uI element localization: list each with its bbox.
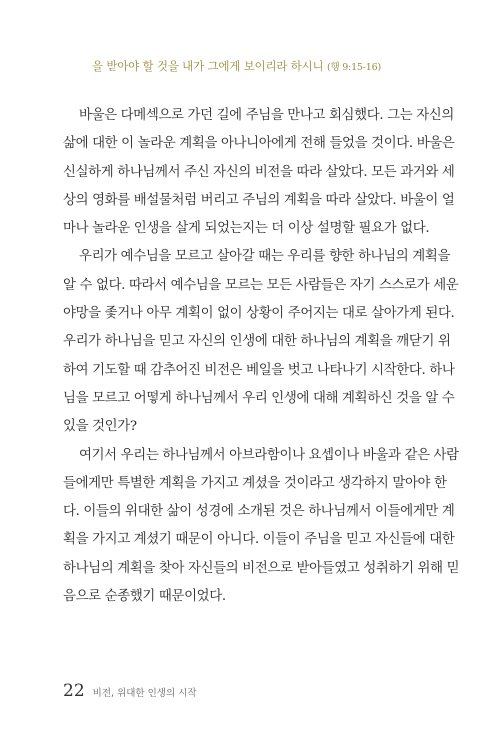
text-line: 우리가 하나님을 믿고 자신의 인생에 대한 하나님의 계획을 깨닫기 위	[63, 334, 451, 350]
text-line: 여기서 우리는 하나님께서 아브라함이나 요셉이나 바울과 같은 사람	[79, 447, 459, 463]
text-line: 음으로 순종했기 때문이었다.	[63, 589, 226, 605]
text-line: 님을 모르고 어떻게 하나님께서 우리 인생에 대해 계획하신 것을 알 수	[63, 390, 455, 406]
text-line: 하여 기도할 때 감추어진 비전은 베일을 벗고 나타나기 시작한다. 하나	[63, 362, 455, 378]
text-line: 획을 가지고 계셨기 때문이 아니다. 이들이 주님을 믿고 자신들에 대한	[63, 532, 455, 548]
text-line: 마나 놀라운 인생을 살게 되었는지는 더 이상 설명할 필요가 없다.	[63, 221, 430, 237]
text-line: 있을 것인가?	[63, 419, 137, 435]
text-line: 하나님의 계획을 찾아 자신들의 비전으로 받아들였고 성취하기 위해 믿	[63, 560, 460, 576]
paragraph-3	[63, 442, 460, 612]
text-line: 신실하게 하나님께서 주신 자신의 비전을 따라 살았다. 모든 과거와 세	[63, 164, 455, 180]
text-line: 바울은 다메섹으로 가던 길에 주님을 만나고 회심했다. 그는 자신의	[79, 108, 454, 123]
page-footer	[63, 681, 197, 701]
quote-reference: (행 9:15-16)	[326, 62, 381, 73]
quote-text: 을 받아야 할 것을 내가 그에게 보이리라 하시니	[92, 59, 324, 73]
text-line: 들에게만 특별한 계획을 가지고 계셨을 것이라고 생각하지 말아야 한	[63, 475, 447, 491]
paragraph-2	[63, 243, 459, 441]
epigraph-quote	[92, 58, 452, 74]
text-line: 야망을 좇거나 아무 계획이 없이 상황이 주어지는 대로 살아가게 된다.	[63, 306, 455, 322]
paragraph-1	[63, 102, 455, 243]
body-text	[63, 102, 460, 611]
text-line: 상의 영화를 배설물처럼 버리고 주님의 계획을 따라 살았다. 바울이 얼	[63, 192, 455, 208]
text-line: 삶에 대한 이 놀라운 계획을 아나니아에게 전해 들었을 것이다. 바울은	[63, 136, 455, 152]
text-line: 우리가 예수님을 모르고 살아갈 때는 우리를 향한 하나님의 계획을	[79, 249, 451, 265]
running-title: 비전, 위대한 인생의 시작	[92, 688, 197, 699]
page-number: 22	[63, 681, 85, 701]
text-line: 다. 이들의 위대한 삶이 성경에 소개된 것은 하나님께서 이들에게만 계	[63, 504, 455, 520]
text-line: 알 수 없다. 따라서 예수님을 모르는 모든 사람들은 자기 스스로가 세운	[63, 277, 459, 293]
